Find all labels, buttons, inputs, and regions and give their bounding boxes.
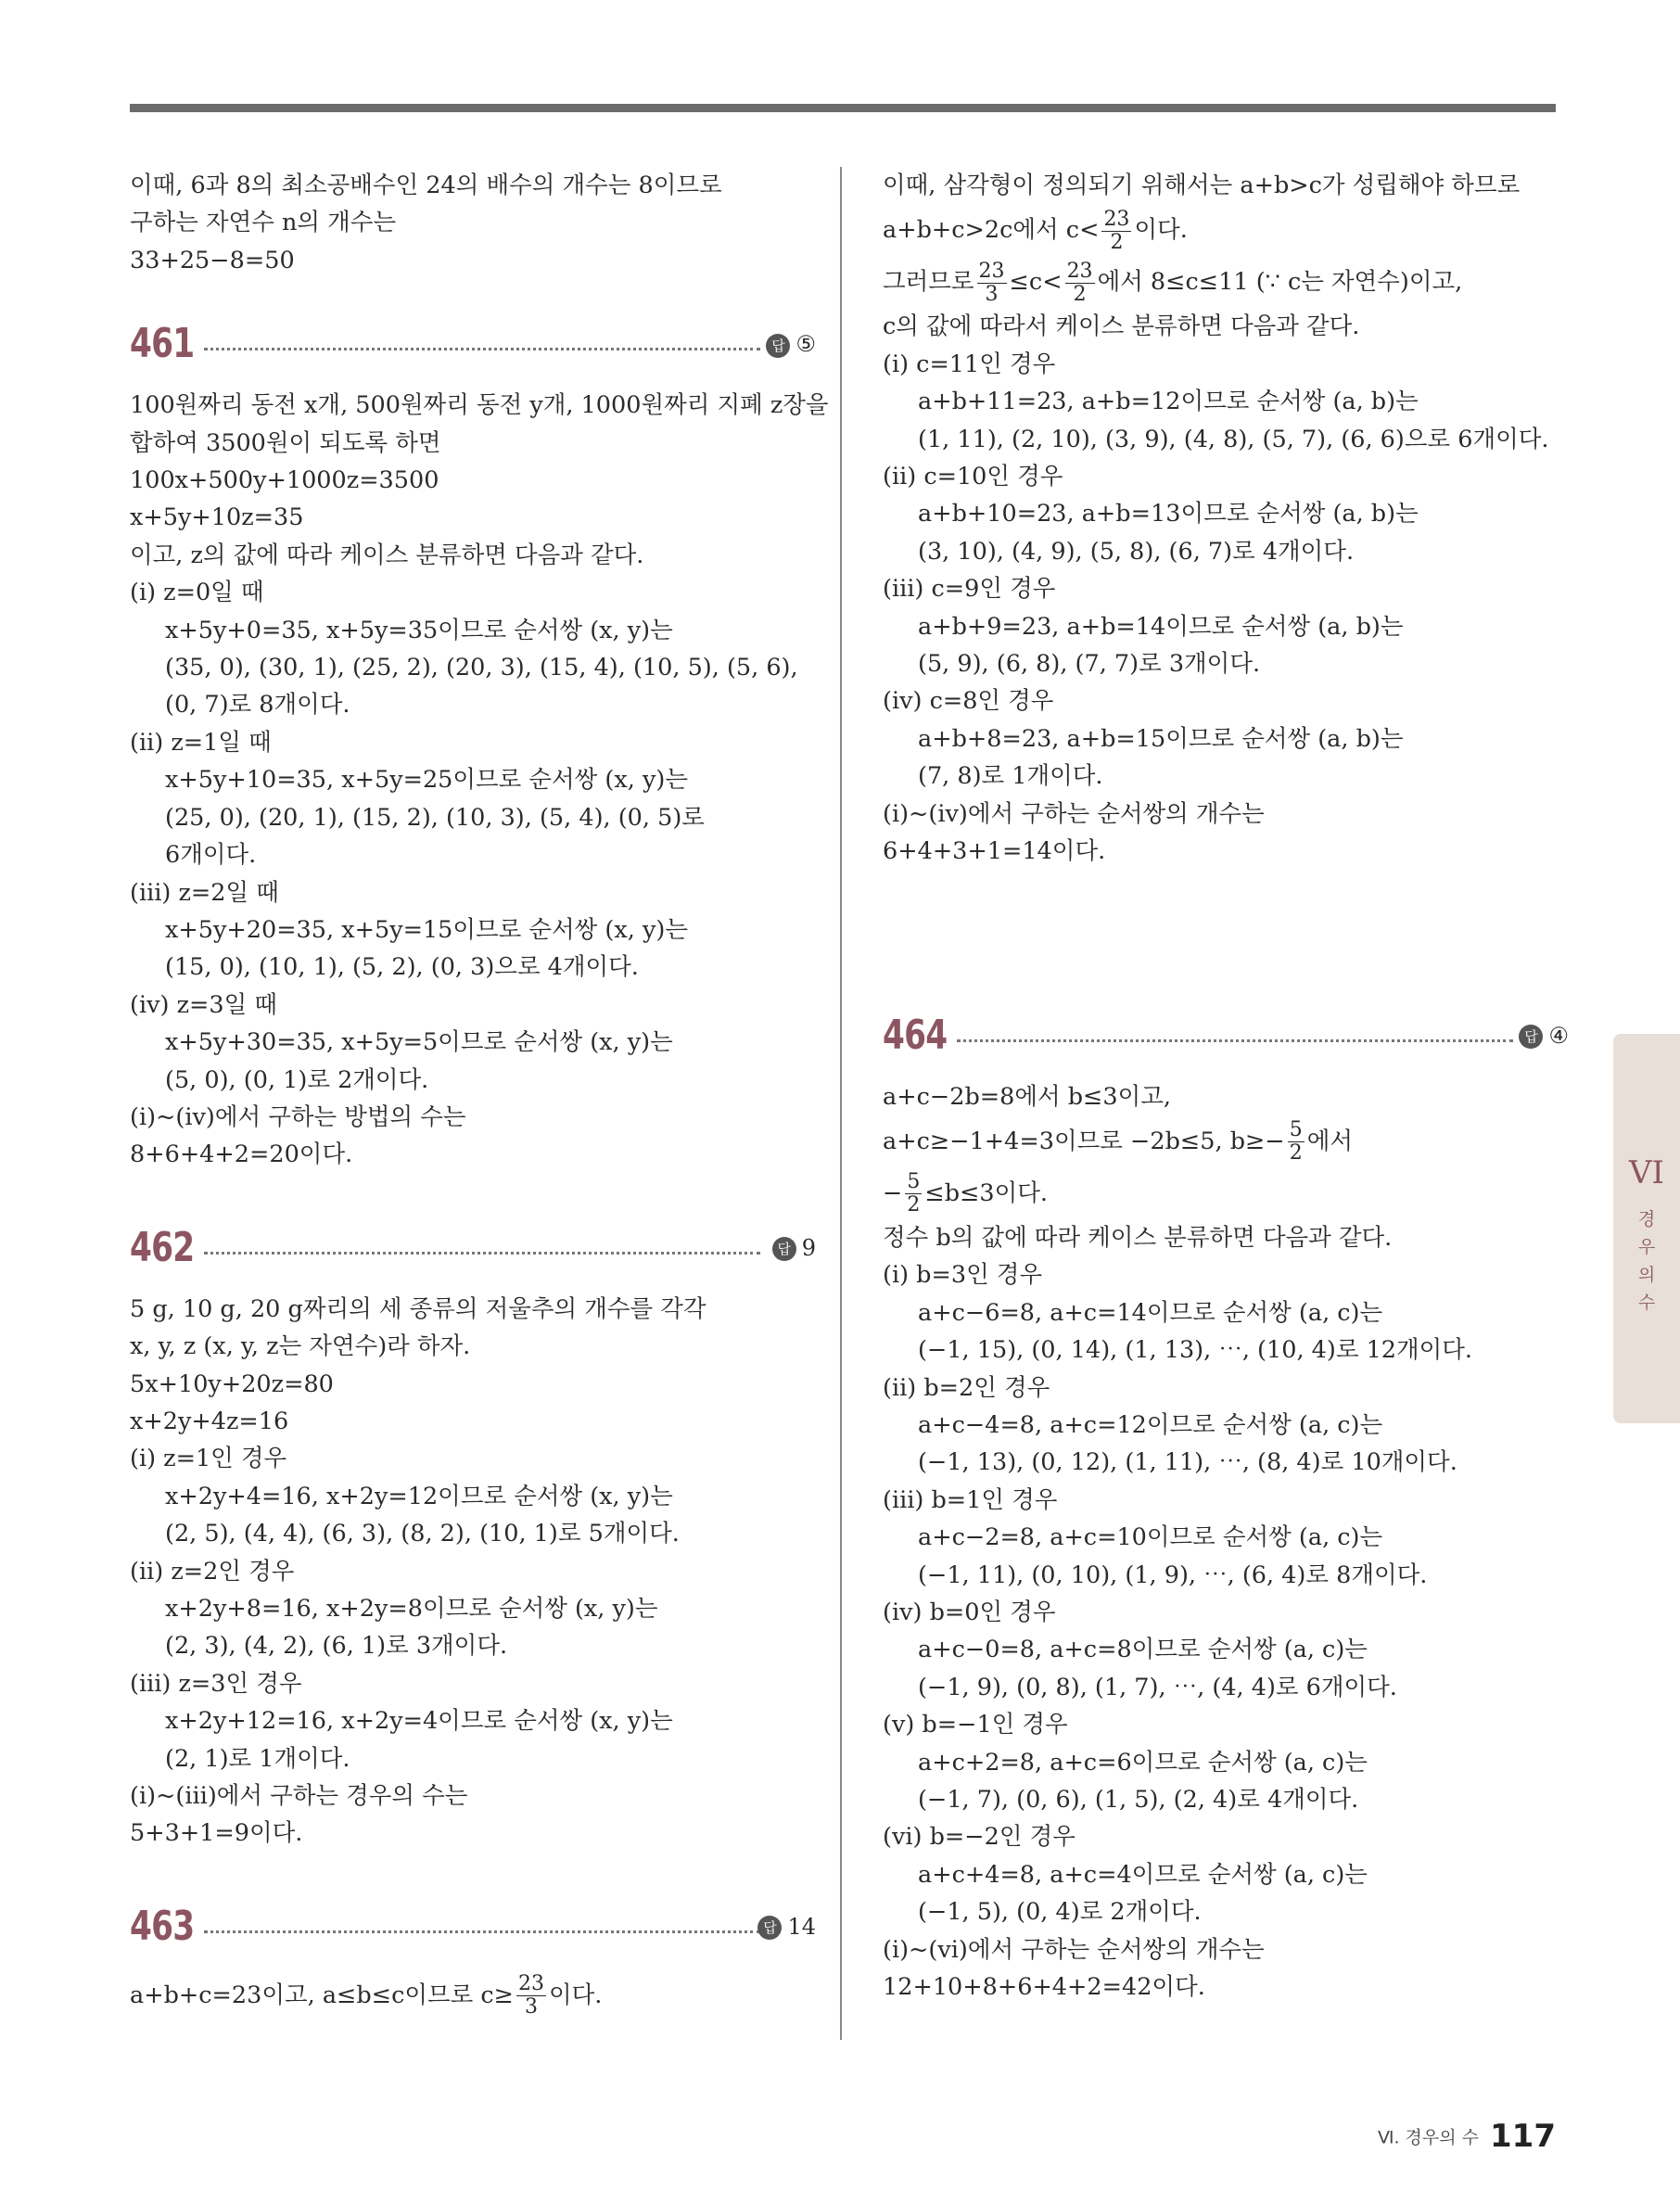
solution-line: 8+6+4+2=20이다. <box>130 1140 353 1169</box>
answer-icon: 답 <box>1519 1025 1543 1049</box>
dotted-leader <box>204 1252 760 1255</box>
solution-line: (5, 9), (6, 8), (7, 7)로 3개이다. <box>918 650 1261 679</box>
answer-value: ⑤ <box>795 331 816 358</box>
answer-value: 9 <box>801 1234 816 1261</box>
case-label: (ⅲ) z=3인 경우 <box>130 1669 302 1698</box>
case-label: (ⅴ) b=−1인 경우 <box>883 1711 1068 1739</box>
solution-line: x+2y+12=16, x+2y=4이므로 순서쌍 (x, y)는 <box>165 1707 673 1736</box>
solution-line: x+2y+8=16, x+2y=8이므로 순서쌍 (x, y)는 <box>165 1595 658 1623</box>
case-label: (ⅱ) z=2인 경우 <box>130 1557 295 1586</box>
problem-number: 464 <box>883 1011 948 1059</box>
solution-line <box>130 1969 816 2021</box>
chapter-title-char: 의 <box>1637 1265 1656 1285</box>
solution-line: x+5y+20=35, x+5y=15이므로 순서쌍 (x, y)는 <box>165 915 688 944</box>
solution-line: a+b+9=23, a+b=14이므로 순서쌍 (a, b)는 <box>918 612 1404 641</box>
solution-line: (2, 1)로 1개이다. <box>165 1744 350 1773</box>
solution-line: (35, 0), (30, 1), (25, 2), (20, 3), (15, 4), (10, 5), (5, 6), <box>165 654 798 682</box>
case-label: (ⅱ) z=1일 때 <box>130 728 272 757</box>
page-number: 117 <box>1490 2118 1556 2155</box>
text-span: ≤c< <box>1009 268 1063 297</box>
problem-number: 461 <box>130 320 195 368</box>
fraction <box>516 1973 546 2019</box>
chapter-title-char: 경 <box>1637 1209 1656 1229</box>
text-span: 이다. <box>1134 216 1188 245</box>
case-label: (ⅲ) b=1인 경우 <box>883 1485 1058 1514</box>
dotted-leader <box>204 1930 760 1933</box>
fraction-denominator: 2 <box>1073 282 1087 306</box>
solution-464 <box>883 1078 1569 2006</box>
case-label: (ⅳ) b=0인 경우 <box>883 1598 1056 1626</box>
fraction-denominator: 2 <box>1289 1141 1303 1166</box>
chapter-title-char: 우 <box>1637 1237 1656 1257</box>
text-span: − <box>883 1178 903 1207</box>
fraction-numerator: 23 <box>518 1972 545 1996</box>
fraction-denominator: 2 <box>1110 230 1124 254</box>
solution-line: 5 g, 10 g, 20 g짜리의 세 종류의 저울추의 개수를 각각 <box>130 1294 706 1323</box>
case-label: (ⅲ) c=9인 경우 <box>883 575 1056 604</box>
solution-line: a+c+2=8, a+c=6이므로 순서쌍 (a, c)는 <box>918 1748 1368 1777</box>
fraction-denominator: 3 <box>985 282 999 306</box>
problem-header-462 <box>130 1222 816 1274</box>
solution-line: (−1, 7), (0, 6), (1, 5), (2, 4)로 4개이다. <box>918 1786 1359 1814</box>
case-label: (ⅱ) b=2인 경우 <box>883 1373 1050 1402</box>
solution-line: a+b+8=23, a+b=15이므로 순서쌍 (a, b)는 <box>918 724 1404 753</box>
fraction-numerator: 5 <box>1289 1118 1303 1142</box>
fraction <box>1065 261 1095 306</box>
answer-icon: 답 <box>772 1237 796 1261</box>
solution-461 <box>130 387 829 1174</box>
solution-line: (−1, 9), (0, 8), (1, 7), ⋯, (4, 4)로 6개이다. <box>918 1673 1397 1701</box>
case-label: (ⅳ) z=3일 때 <box>130 990 277 1019</box>
dotted-leader <box>957 1039 1513 1042</box>
solution-line <box>883 204 1569 256</box>
solution-line: a+c+4=8, a+c=4이므로 순서쌍 (a, c)는 <box>918 1860 1368 1889</box>
fraction-denominator: 3 <box>525 1995 539 2019</box>
dotted-leader <box>204 348 760 350</box>
solution-line: (7, 8)로 1개이다. <box>918 762 1103 791</box>
solution-line: 6+4+3+1=14이다. <box>883 837 1106 866</box>
problem-header-461 <box>130 318 816 370</box>
fraction <box>1288 1119 1305 1165</box>
solution-line: (ⅰ)~(ⅵ)에서 구하는 순서쌍의 개수는 <box>883 1935 1265 1964</box>
footer-section-title: Ⅵ. 경우의 수 <box>1377 2127 1480 2148</box>
solution-line: (−1, 11), (0, 10), (1, 9), ⋯, (6, 4)로 8개이다. <box>918 1560 1428 1589</box>
fraction-numerator: 5 <box>907 1170 921 1194</box>
solution-line <box>883 256 1569 308</box>
left-column <box>130 167 829 2021</box>
intro-line: 이때, 6과 8의 최소공배수인 24의 배수의 개수는 8이므로 <box>130 172 722 199</box>
solution-line: 6개이다. <box>165 841 257 870</box>
solution-line: x+5y+10=35, x+5y=25이므로 순서쌍 (x, y)는 <box>165 766 688 795</box>
solution-line: (−1, 13), (0, 12), (1, 11), ⋯, (8, 4)로 10개이다. <box>918 1448 1457 1477</box>
text-span: a+c≥−1+4=3이므로 −2b≤5, b≥− <box>883 1127 1285 1155</box>
solution-line: x+2y+4=16, x+2y=12이므로 순서쌍 (x, y)는 <box>165 1482 673 1510</box>
solution-line: (ⅰ)~(ⅳ)에서 구하는 방법의 수는 <box>130 1102 466 1131</box>
case-label: (ⅰ) z=1인 경우 <box>130 1445 287 1473</box>
problem-header-464 <box>883 1010 1569 1062</box>
case-label: (ⅰ) b=3인 경우 <box>883 1261 1043 1290</box>
solution-line: x+2y+4z=16 <box>130 1407 289 1435</box>
solution-line: 100원짜리 동전 x개, 500원짜리 동전 y개, 1000원짜리 지폐 z장을 <box>130 391 829 420</box>
solution-line: 5+3+1=9이다. <box>130 1819 303 1848</box>
case-label: (ⅰ) z=0일 때 <box>130 579 264 607</box>
solution-line: a+c−2b=8에서 b≤3이고, <box>883 1082 1172 1111</box>
case-label: (ⅱ) c=10인 경우 <box>883 463 1063 491</box>
text-span: a+b+c>2c에서 c< <box>883 216 1100 245</box>
solution-line <box>883 1167 1569 1219</box>
solution-line: (2, 5), (4, 4), (6, 3), (8, 2), (10, 1)로 5개이다. <box>165 1520 680 1548</box>
intro-line: 33+25−8=50 <box>130 246 295 274</box>
solution-line: 100x+500y+1000z=3500 <box>130 466 439 495</box>
solution-line: (2, 3), (4, 2), (6, 1)로 3개이다. <box>165 1632 508 1661</box>
intro-line: 구하는 자연수 n의 개수는 <box>130 209 397 237</box>
fraction-numerator: 23 <box>1103 207 1130 231</box>
solution-line: x, y, z (x, y, z는 자연수)라 하자. <box>130 1332 471 1361</box>
solution-line: (−1, 15), (0, 14), (1, 13), ⋯, (10, 4)로 12개이다. <box>918 1336 1473 1365</box>
chapter-title-char: 수 <box>1637 1293 1656 1313</box>
top-rule <box>130 104 1556 112</box>
text-span: 그러므로 <box>883 268 974 297</box>
answer-badge <box>1519 1019 1569 1052</box>
text-span: 에서 <box>1306 1127 1354 1155</box>
solution-line: (ⅰ)~(ⅳ)에서 구하는 순서쌍의 개수는 <box>883 799 1265 828</box>
text-span: 에서 8≤c≤11 (∵ c는 자연수)이고, <box>1097 268 1463 297</box>
solution-line: (3, 10), (4, 9), (5, 8), (6, 7)로 4개이다. <box>918 537 1355 566</box>
intro-block <box>130 167 816 279</box>
solution-line: 12+10+8+6+4+2=42이다. <box>883 1973 1205 2002</box>
answer-badge <box>772 1231 816 1265</box>
solution-line: (0, 7)로 8개이다. <box>165 691 350 720</box>
column-divider <box>840 167 842 2040</box>
chapter-roman-numeral: VI <box>1629 1154 1664 1191</box>
text-span: 이다. <box>549 1981 603 2009</box>
solution-line: x+5y+10z=35 <box>130 503 304 532</box>
solution-line: 5x+10y+20z=80 <box>130 1369 334 1398</box>
answer-badge <box>757 1910 816 1943</box>
problem-number: 462 <box>130 1223 195 1271</box>
solution-line: a+b+11=23, a+b=12이므로 순서쌍 (a, b)는 <box>918 388 1419 416</box>
solution-line: (−1, 5), (0, 4)로 2개이다. <box>918 1898 1202 1927</box>
solution-463 <box>130 1969 816 2021</box>
solution-462 <box>130 1291 816 1853</box>
case-label: (ⅲ) z=2일 때 <box>130 878 279 907</box>
solution-line <box>883 1115 1569 1167</box>
fraction <box>905 1171 922 1217</box>
solution-line: (1, 11), (2, 10), (3, 9), (4, 8), (5, 7), (6, 6)으로 6개이다. <box>918 425 1549 453</box>
case-label: (ⅵ) b=−2인 경우 <box>883 1823 1075 1852</box>
solution-line: 이고, z의 값에 따라 케이스 분류하면 다음과 같다. <box>130 541 644 569</box>
fraction <box>977 261 1007 306</box>
answer-badge <box>766 327 816 361</box>
problem-header-463 <box>130 1901 816 1953</box>
solution-line: a+b+10=23, a+b=13이므로 순서쌍 (a, b)는 <box>918 500 1419 529</box>
solution-line: x+5y+0=35, x+5y=35이므로 순서쌍 (x, y)는 <box>165 616 673 644</box>
chapter-side-tab <box>1613 1034 1680 1423</box>
solution-line: (15, 0), (10, 1), (5, 2), (0, 3)으로 4개이다. <box>165 953 639 982</box>
fraction-numerator: 23 <box>1066 259 1093 283</box>
fraction-denominator: 2 <box>907 1193 921 1217</box>
answer-value: ④ <box>1548 1022 1569 1049</box>
solution-line: (25, 0), (20, 1), (15, 2), (10, 3), (5, 4), (0, 5)로 <box>165 803 705 832</box>
problem-number: 463 <box>130 1902 195 1950</box>
case-label: (ⅳ) c=8인 경우 <box>883 687 1054 716</box>
fraction <box>1101 209 1131 254</box>
text-span: ≤b≤3이다. <box>924 1178 1049 1207</box>
solution-line: a+c−0=8, a+c=8이므로 순서쌍 (a, c)는 <box>918 1636 1368 1664</box>
fraction-numerator: 23 <box>978 259 1005 283</box>
text-span: a+b+c=23이고, a≤b≤c이므로 c≥ <box>130 1981 515 2009</box>
solution-line: x+5y+30=35, x+5y=5이므로 순서쌍 (x, y)는 <box>165 1028 673 1057</box>
chapter-title-vertical <box>1613 1205 1680 1317</box>
page-footer <box>1378 2118 1556 2155</box>
solution-line: a+c−2=8, a+c=10이므로 순서쌍 (a, c)는 <box>918 1523 1383 1552</box>
right-column <box>883 167 1569 2006</box>
case-label: (ⅰ) c=11인 경우 <box>883 350 1056 378</box>
answer-icon: 답 <box>757 1916 782 1940</box>
solution-line: 합하여 3500원이 되도록 하면 <box>130 428 441 457</box>
answer-value: 14 <box>787 1913 816 1940</box>
solution-line: (5, 0), (0, 1)로 2개이다. <box>165 1065 429 1094</box>
answer-icon: 답 <box>766 334 790 358</box>
solution-line: (ⅰ)~(ⅲ)에서 구하는 경우의 수는 <box>130 1782 468 1811</box>
solution-line: 정수 b의 값에 따라 케이스 분류하면 다음과 같다. <box>883 1223 1393 1252</box>
solution-line: a+c−4=8, a+c=12이므로 순서쌍 (a, c)는 <box>918 1410 1383 1439</box>
solution-line: a+c−6=8, a+c=14이므로 순서쌍 (a, c)는 <box>918 1298 1383 1327</box>
solution-line: 이때, 삼각형이 정의되기 위해서는 a+b>c가 성립해야 하므로 <box>883 172 1521 199</box>
solution-line: c의 값에 따라서 케이스 분류하면 다음과 같다. <box>883 312 1360 341</box>
